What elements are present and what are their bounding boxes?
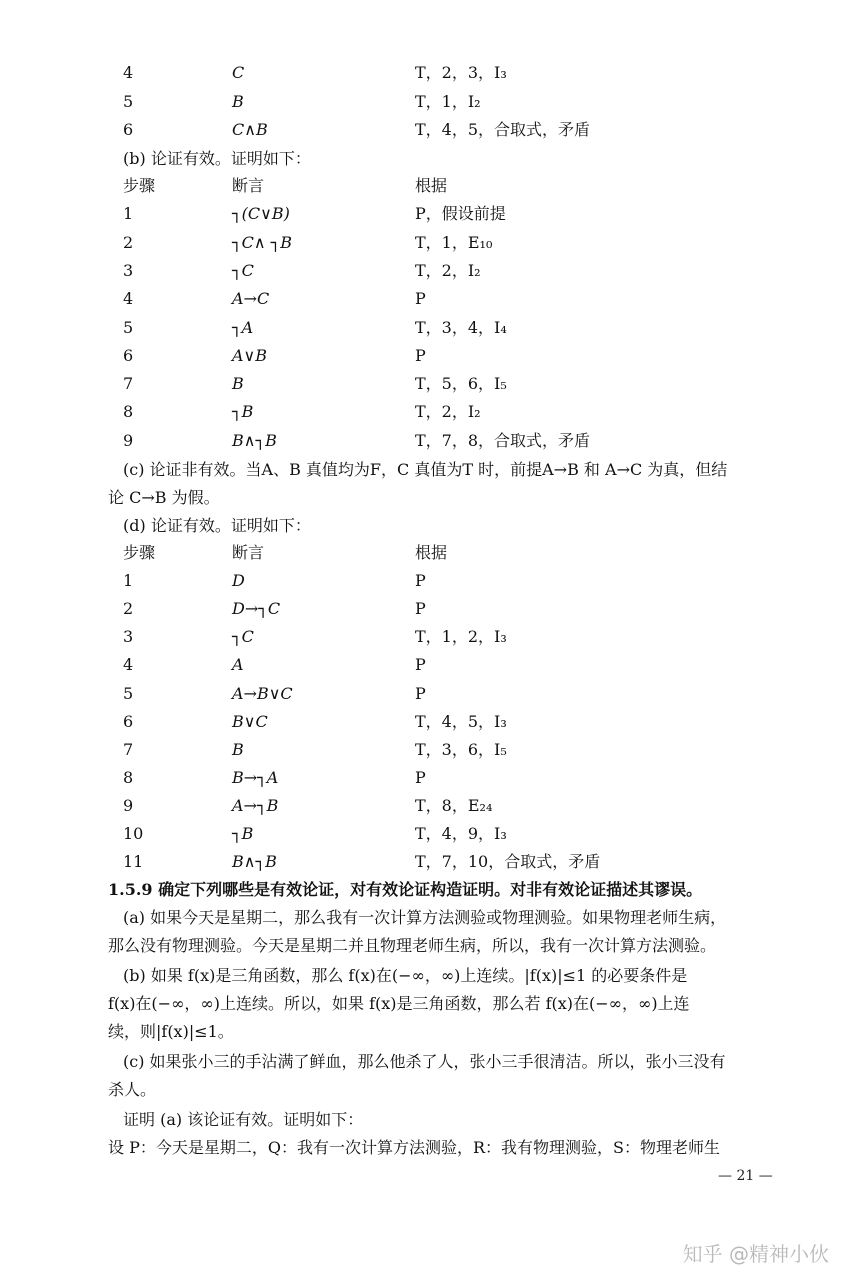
assertion: A→C [232,289,270,309]
assertion: ┐A [232,317,254,337]
justification: T，2，I₂ [415,402,481,422]
justification: P [415,571,426,591]
step-number: 6 [123,345,134,365]
step-number: 5 [123,683,134,703]
part-b-intro: (b) 论证有效。证明如下： [123,149,311,168]
proof-heading: 证明 (a) 该论证有效。证明如下： [123,1110,364,1129]
justification: P [415,289,426,309]
step-number: 步骤 [123,543,156,562]
justification: 根据 [415,176,448,195]
step-number: 3 [123,260,134,280]
justification: P [415,683,426,703]
assertion: A∨B [232,345,268,365]
problem-c-line1: (c) 如果张小三的手沾满了鲜血，那么他杀了人，张小三手很清洁。所以，张小三没有 [123,1052,726,1071]
justification: P [415,655,426,675]
assertion: B [232,374,244,394]
justification: P [415,345,426,365]
assertion: B [232,91,244,111]
assertion: 断言 [232,176,265,195]
part-c-line2: 论 C→B 为假。 [108,488,220,507]
part-c-line1: (c) 论证非有效。当A、B 真值均为F，C 真值为T 时，前提A→B 和 A→C 为真，但结 [123,460,728,479]
step-number: 2 [123,232,134,252]
step-number: 8 [123,767,134,787]
problem-c-line2: 杀人。 [108,1080,157,1099]
justification: T，2，I₂ [415,260,481,280]
step-number: 4 [123,63,134,82]
assertion: A→┐B [232,795,279,815]
assertion: ┐C [232,627,254,647]
step-number: 4 [123,289,134,309]
assertion: A→B∨C [232,683,293,703]
assertion: C [232,63,245,82]
assertion: A [232,655,244,675]
justification: P [415,599,426,619]
step-number: 7 [123,374,134,394]
justification: T，2，3，I₃ [415,63,507,82]
problem-b-line2: f(x)在(−∞，∞)上连续。所以，如果 f(x)是三角函数，那么若 f(x)在(−∞，∞)上连 [108,994,690,1013]
assertion: D [232,571,245,591]
problem-a-line1: (a) 如果今天是星期二，那么我有一次计算方法测验或物理测验。如果物理老师生病， [123,908,727,927]
step-number: 3 [123,627,134,647]
problem-b-line3: 续，则|f(x)|≤1。 [108,1022,234,1041]
step-number: 6 [123,120,134,139]
step-number: 4 [123,655,134,675]
assertion: B∨C [232,711,268,731]
justification: T，7，8，合取式，矛盾 [415,430,591,450]
justification: 根据 [415,543,448,562]
justification: T，3，4，I₄ [415,317,507,337]
step-number: 9 [123,795,134,815]
justification: T，7，10，合取式，矛盾 [415,852,601,872]
problem-a-line2: 那么没有物理测验。今天是星期二并且物理老师生病，所以，我有一次计算方法测验。 [108,936,717,955]
justification: T，1，2，I₃ [415,627,507,647]
step-number: 7 [123,739,134,759]
justification: T，1，E₁₀ [415,232,493,252]
justification: T，4，9，I₃ [415,824,507,843]
assertion: B∧┐B [232,430,277,450]
justification: T，8，E₂₄ [415,795,493,815]
step-number: 6 [123,711,134,731]
step-number: 5 [123,91,134,111]
justification: T，3，6，I₅ [415,739,507,759]
assertion: ┐(C∨B) [232,204,290,224]
justification: P，假设前提 [415,204,506,224]
step-number: 8 [123,402,134,422]
page-number: — 21 — [718,1168,773,1184]
step-number: 2 [123,599,134,619]
justification: T，5，6，I₅ [415,374,507,394]
problem-heading: 1.5.9 确定下列哪些是有效论证，对有效论证构造证明。对非有效论证描述其谬误。 [108,880,703,899]
justification: T，1，I₂ [415,91,481,111]
problem-b-line1: (b) 如果 f(x)是三角函数，那么 f(x)在(−∞，∞)上连续。|f(x)|≤1 的必要条件是 [123,966,688,985]
step-number: 10 [123,824,144,843]
assertion: B→┐A [232,767,279,787]
assertion: C∧B [232,120,268,139]
assertion: ┐C∧ ┐B [232,232,293,252]
watermark: 知乎 @精神小伙 [682,1242,829,1266]
assertion: D→┐C [232,599,281,619]
justification: T，4，5，I₃ [415,711,507,731]
step-number: 1 [123,571,134,591]
assertion: ┐B [232,824,254,843]
step-number: 1 [123,204,134,224]
step-number: 9 [123,430,134,450]
assertion: 断言 [232,543,265,562]
step-number: 5 [123,317,134,337]
assertion: B∧┐B [232,852,277,872]
proof-line: 设 P：今天是星期二，Q：我有一次计算方法测验，R：我有物理测验，S：物理老师生 [108,1138,720,1157]
part-d-intro: (d) 论证有效。证明如下： [123,516,311,535]
justification: P [415,767,426,787]
step-number: 步骤 [123,176,156,195]
assertion: ┐C [232,260,254,280]
assertion: B [232,739,244,759]
step-number: 11 [123,852,144,872]
justification: T，4，5，合取式，矛盾 [415,120,591,139]
assertion: ┐B [232,402,254,422]
